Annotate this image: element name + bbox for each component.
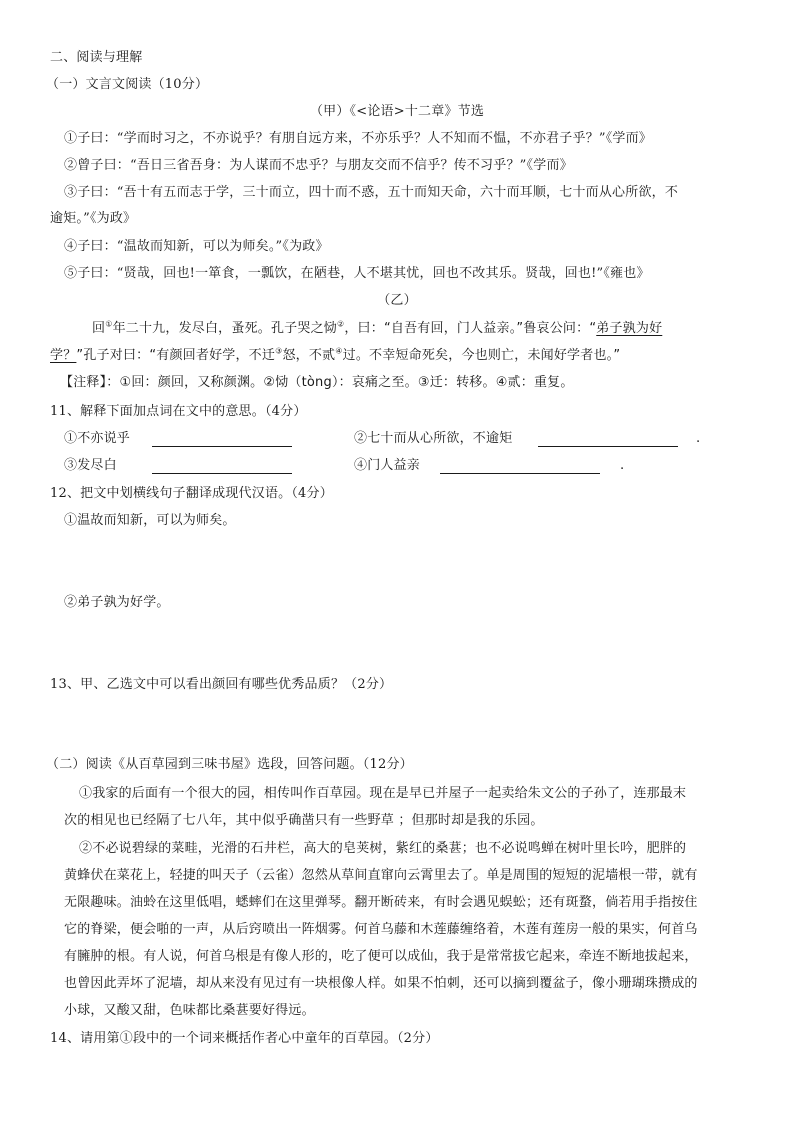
passage-p1-line-2: 次的相见也已经隔了七八年，其中似乎确凿只有一些野草 ；但那时却是我的乐园。 [64,813,544,828]
q12-item-2: ②弟子孰为好学。 [64,595,170,610]
q11-answer-blank-3[interactable] [152,460,292,474]
passage-p2-line-1: ②不必说碧绿的菜畦，光滑的石井栏，高大的皂荚树，紫红的桑葚；也不必说鸣蝉在树叶里长吟，肥胖的 [79,841,687,856]
q11-item-3: ③发尽白 [64,458,117,473]
q11-stem: 11、解释下面加点词在文中的意思。（4分） [50,404,307,419]
q11-answer-blank-4[interactable] [440,460,600,474]
yi-title: （乙） [377,293,417,308]
q11-period-2: . [620,458,625,473]
q12-item-1: ①温故而知新，可以为师矣。 [64,513,236,528]
q11-item-1: ①不亦说乎 [64,431,131,446]
part2-heading: （二）阅读《从百草园到三味书屋》选段，回答问题。（12分） [46,757,413,772]
passage-p2-line-7: 小球，又酸又甜，色味都比桑葚要好得远。 [64,1003,315,1018]
jia-line-3b: 逾矩。”《为政》 [50,211,137,226]
underlined-sentence-part1: 弟子孰为好 [596,321,663,336]
jia-line-2: ②曾子曰：“吾日三省吾身：为人谋而不忠乎？与朋友交而不信乎？传不习乎？”《学而》 [64,158,573,173]
jia-line-5: ⑤子曰：“贤哉，回也!一箪食，一瓢饮，在陋巷，人不堪其忧，回也不改其乐。贤哉，回也!”《雍也》 [64,266,650,281]
yi-line-1: 回①年二十九，发尽白，蚤死。孔子哭之恸②，曰：“自吾有回，门人益亲。”鲁哀公问：“弟子孰为好 [92,319,663,336]
q11-answer-blank-1[interactable] [152,433,292,447]
underlined-sentence-part2: 学？ [50,348,77,363]
section-heading: 二、阅读与理解 [50,50,143,65]
q12-stem: 12、把文中划横线句子翻译成现代汉语。（4分） [50,486,333,501]
passage-p2-line-6: 也曾因此弄坏了泥墙，却从来没有见过有一块根像人样。如果不怕刺，还可以摘到覆盆子，像小珊瑚珠攒成的 [64,976,698,991]
q11-item-2: ②七十而从心所欲，不逾矩 [354,431,513,446]
q11-item-4: ④门人益亲 [354,458,421,473]
passage-p1-line-1: ①我家的后面有一个很大的园，相传叫作百草园。现在是早已并屋子一起卖给朱文公的子孙了，连那最末 [79,786,687,801]
jia-title: （甲）《<论语>十二章》节选 [309,104,485,119]
passage-p2-line-5: 有臃肿的根。有人说，何首乌根是有像人形的，吃了便可以成仙，我于是常常拔它起来，牵连不断地拔起来， [64,949,698,964]
jia-line-4: ④子曰：“温故而知新，可以为师矣。”《为政》 [64,239,329,254]
q11-answer-blank-2[interactable] [538,433,678,447]
q11-period-1: . [696,431,701,446]
jia-line-1: ①子曰：“学而时习之，不亦说乎？有朋自远方来，不亦乐乎？人不知而不愠，不亦君子乎？”《学而》 [64,131,652,146]
part1-heading: （一）文言文阅读（10分） [46,77,209,92]
yi-line-2: 学？”孔子对曰：“有颜回者好学，不迁③怒，不贰④过。不幸短命死矣，今也则亡，未闻好学者也。” [50,346,621,363]
passage-p2-line-4: 它的脊梁，便会啪的一声，从后窍喷出一阵烟雾。何首乌藤和木莲藤缠络着，木莲有莲房一般的果实，何首乌 [64,922,698,937]
annotation-note: 【注释】：①回：颜回，又称颜渊。②恸（tòng）：哀痛之至。③迁：转移。④贰：重复。 [60,375,574,390]
q14-stem: 14、请用第①段中的一个词来概括作者心中童年的百草园。（2分） [50,1031,439,1046]
q13-stem: 13、甲、乙选文中可以看出颜回有哪些优秀品质？（2分） [50,677,393,692]
jia-line-3a: ③子曰：“吾十有五而志于学，三十而立，四十而不惑，五十而知天命，六十而耳顺，七十而从心所欲，不 [64,185,679,200]
passage-p2-line-3: 无限趣味。油蛉在这里低唱，蟋蟀们在这里弹琴。翻开断砖来，有时会遇见蜈蚣；还有斑蝥，倘若用手指按住 [64,895,698,910]
passage-p2-line-2: 黄蜂伏在菜花上，轻捷的叫天子（云雀）忽然从草间直窜向云霄里去了。单是周围的短短的泥墙根一带，就有 [64,868,698,883]
